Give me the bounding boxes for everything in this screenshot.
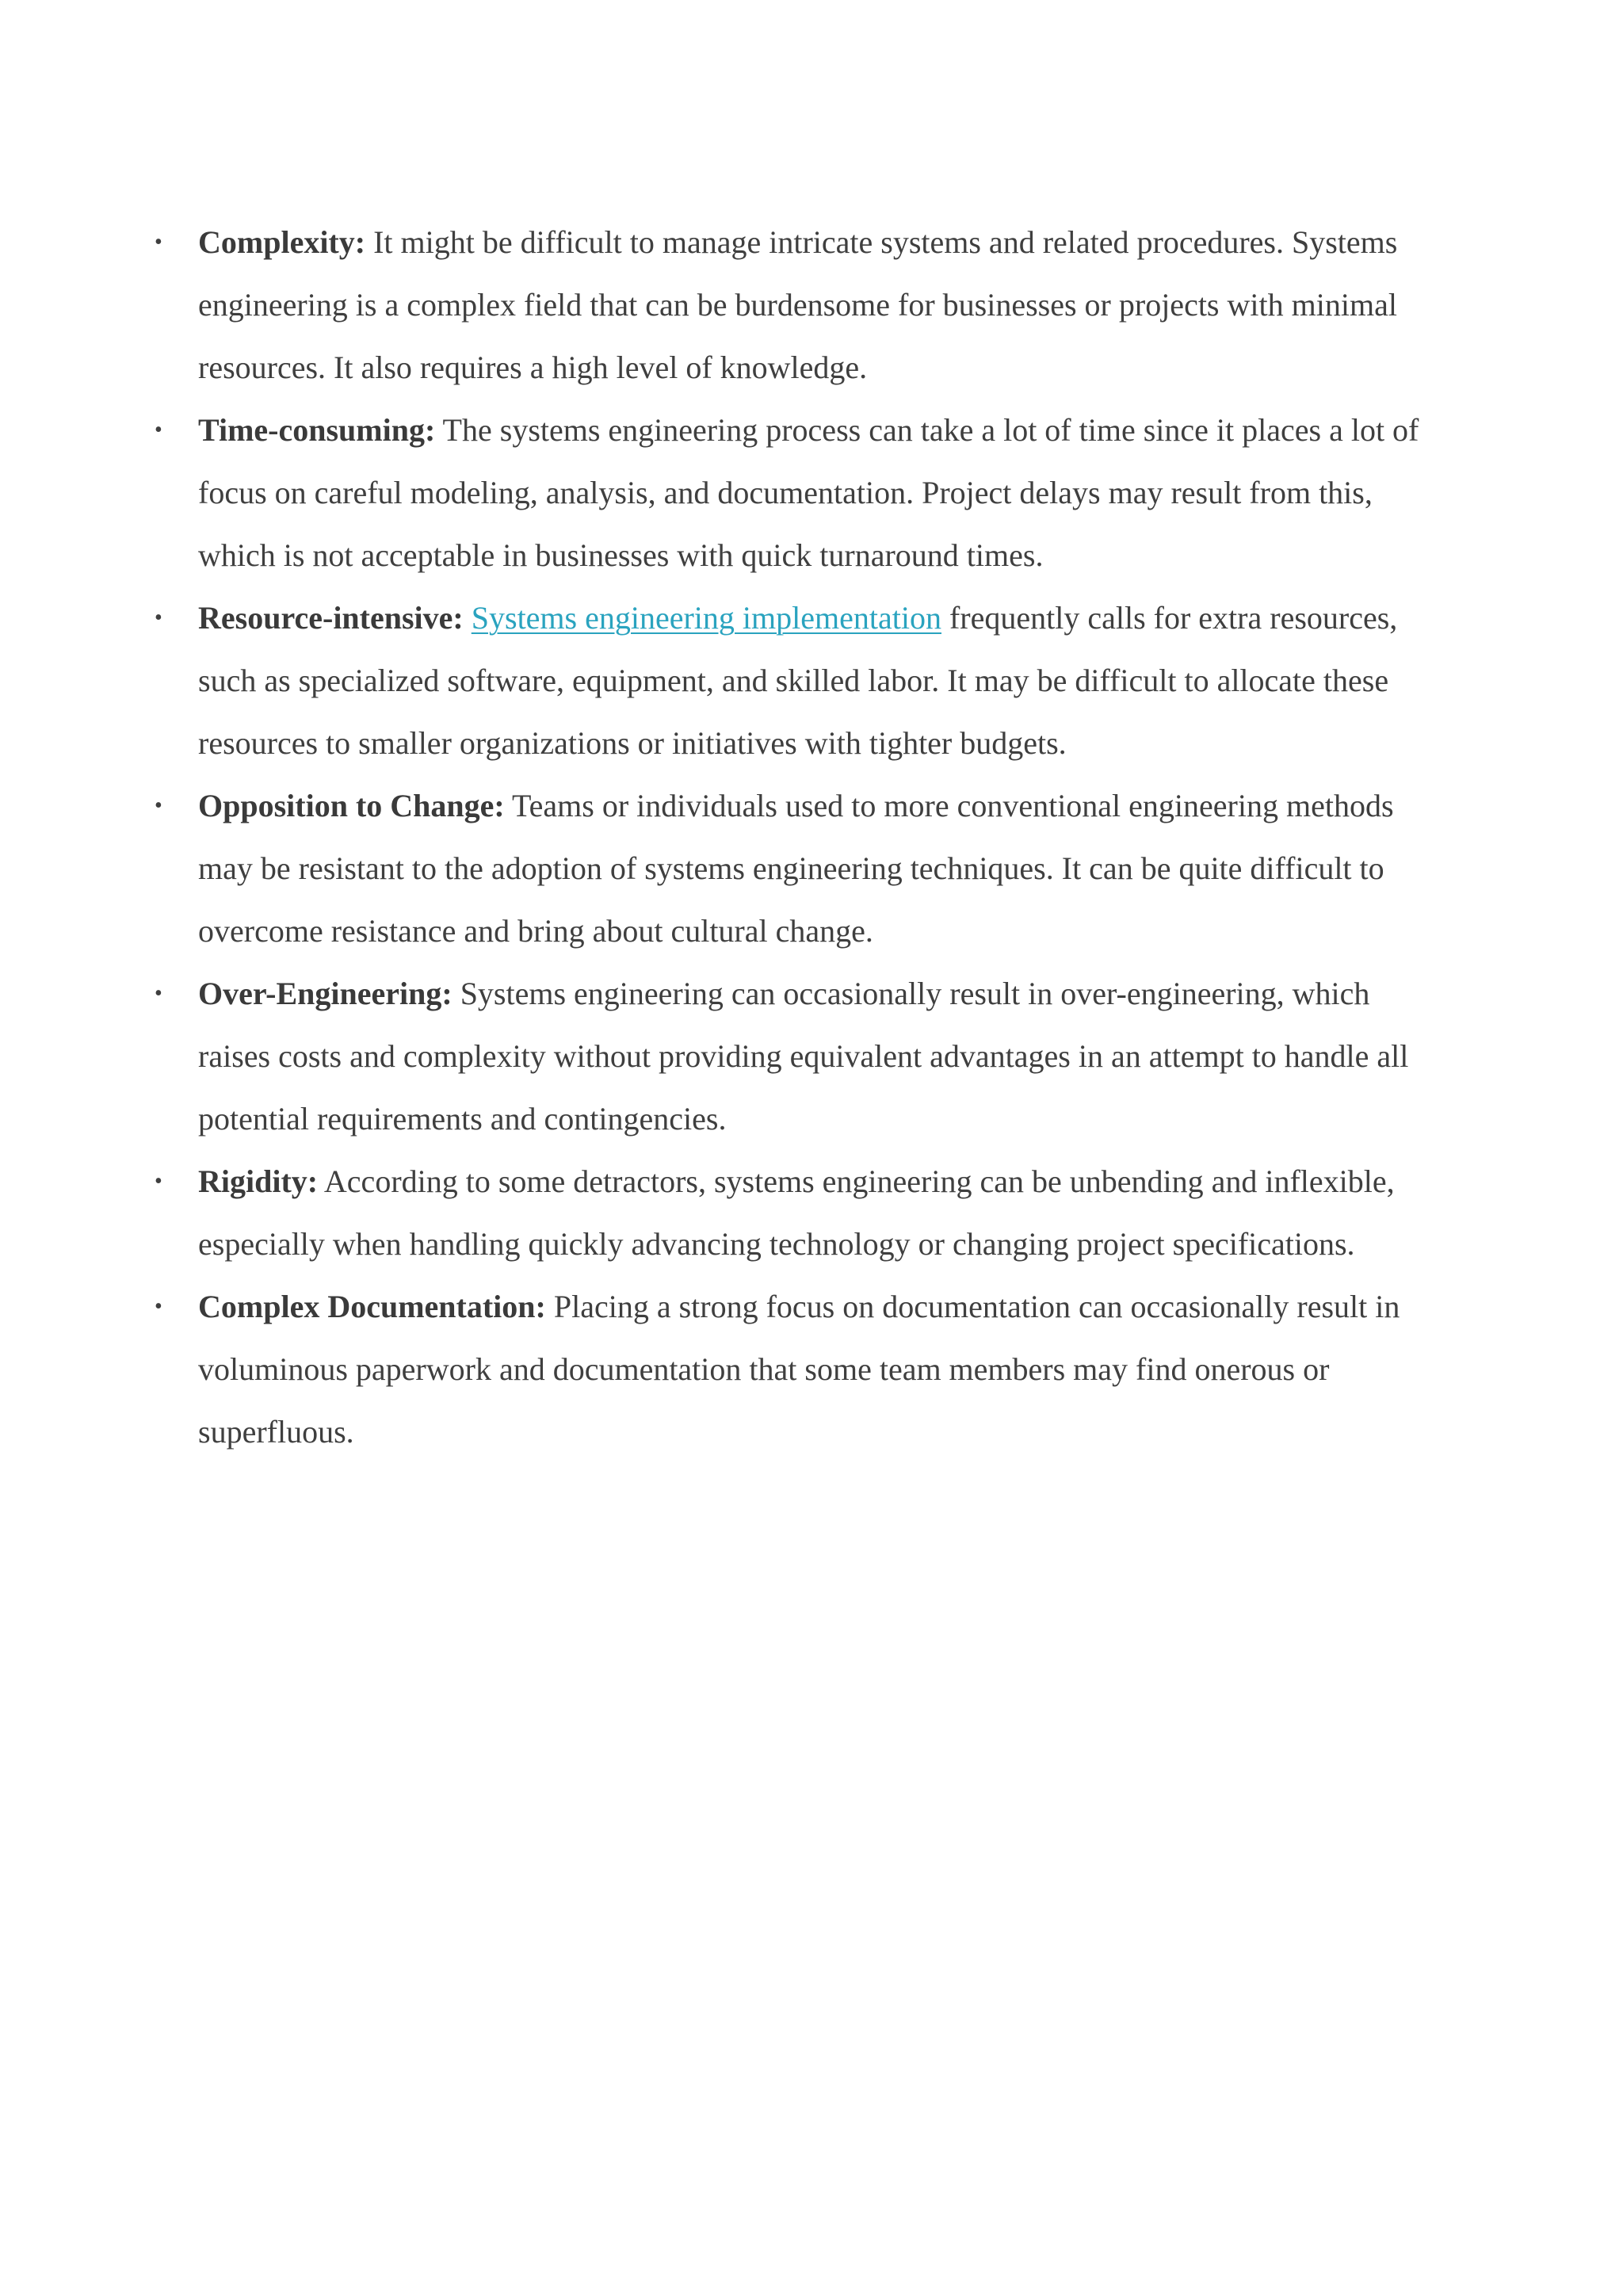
item-term: Resource-intensive: [198,600,464,636]
item-term: Complexity: [198,224,366,260]
item-text: It might be difficult to manage intricate systems and related procedures. Systems engineering is a complex field that can be burdensome for businesses or projects with minimal resources. It also requires a high level of knowledge. [198,224,1398,385]
list-item-time-consuming [155,399,1442,586]
item-term: Complex Documentation: [198,1289,546,1324]
list-item-opposition-to-change [155,774,1442,962]
systems-engineering-implementation-link[interactable]: Systems engineering implementation [471,600,941,636]
item-text: Teams or individuals used to more conventional engineering methods may be resistant to the adoption of systems engineering techniques. It can be quite difficult to overcome resistance and bring about cultural change. [198,788,1394,949]
item-text: Placing a strong focus on documentation can occasionally result in voluminous paperwork and documentation that some team members may find onerous or superfluous. [198,1289,1400,1450]
item-text: The systems engineering process can take a lot of time since it places a lot of focus on careful modeling, analysis, and documentation. Project delays may result from this, which is not acceptable in businesses with quick turnaround times. [198,412,1419,573]
list-item-over-engineering [155,962,1442,1150]
list-item-complexity [155,211,1442,399]
item-text: Systems engineering can occasionally result in over-engineering, which raises costs and complexity without providing equivalent advantages in an attempt to handle all potential requirements and contingencies. [198,976,1409,1137]
list-item-rigidity [155,1150,1442,1275]
disadvantages-bullet-list [155,211,1442,1463]
bullet-icon: • [155,1169,162,1194]
item-text: According to some detractors, systems engineering can be unbending and inflexible, especially when handling quickly advancing technology or changing project specifications. [198,1163,1395,1262]
list-item-resource-intensive [155,586,1442,774]
bullet-icon: • [155,1294,162,1319]
item-term: Time-consuming: [198,412,436,448]
bullet-icon: • [155,981,162,1006]
item-text-spacer [464,600,472,636]
bullet-icon: • [155,606,162,630]
bullet-icon: • [155,793,162,818]
bullet-icon: • [155,418,162,442]
item-term: Rigidity: [198,1163,319,1199]
item-term: Opposition to Change: [198,788,505,823]
bullet-icon: • [155,230,162,254]
item-term: Over-Engineering: [198,976,453,1011]
item-text: frequently calls for extra resources, such as specialized software, equipment, and skilled labor. It may be difficult to allocate these resources to smaller organizations or initiatives with tighter budgets. [198,600,1398,761]
list-item-complex-documentation [155,1275,1442,1463]
